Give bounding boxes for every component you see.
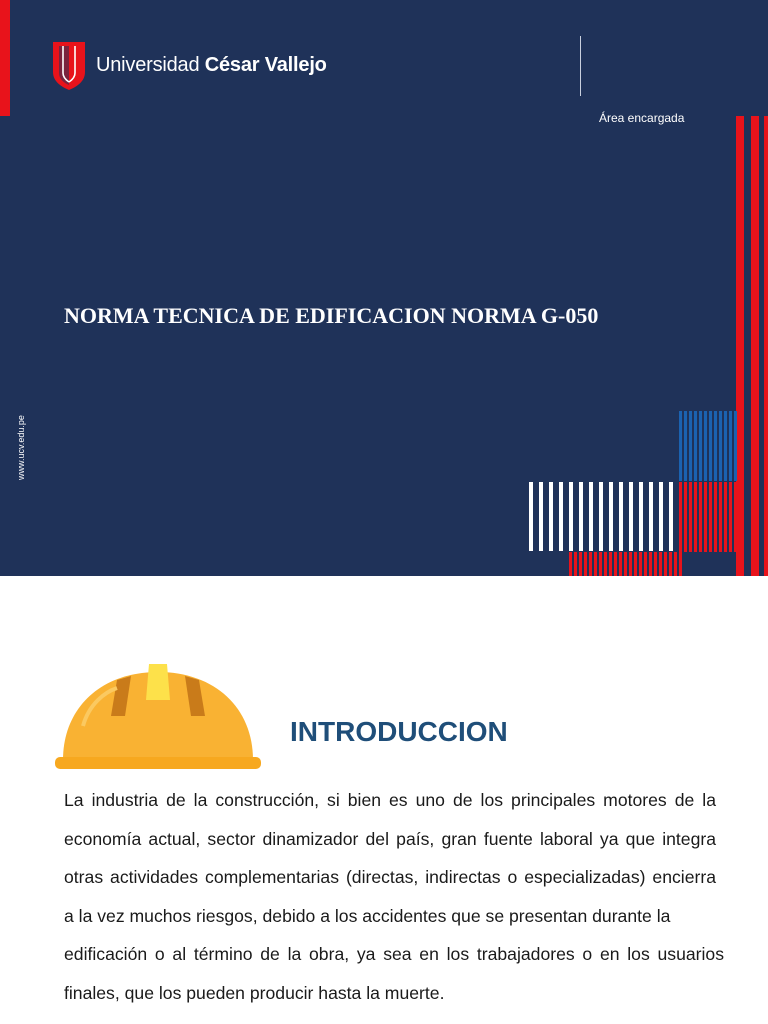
white-stripe <box>599 482 603 551</box>
intro-paragraph-1: La industria de la construcción, si bien es uno de los principales motores de la economía actual, sector dinamizador del país, gran fuente laboral ya que integra otras actividades complementarias (directas, indirectas o especializadas) encierra a la vez muchos riesgos, debido a los accidentes que se presentan durante la <box>64 790 716 926</box>
red-stripe <box>719 482 722 552</box>
red-stripe <box>594 552 597 576</box>
white-stripe <box>619 482 623 551</box>
white-stripe <box>589 482 593 551</box>
red-stripe <box>639 552 642 576</box>
red-stripe <box>669 552 672 576</box>
intro-paragraph-2: edificación o al término de la obra, ya sea en los trabajadores o en los usuarios finales, que los pueden producir hasta la muerte. <box>64 944 724 1003</box>
red-stripe <box>619 552 622 576</box>
red-stripe <box>644 552 647 576</box>
white-stripe <box>579 482 583 551</box>
red-stripe <box>734 482 737 552</box>
red-stripe <box>609 552 612 576</box>
white-stripe <box>569 482 573 551</box>
white-stripe <box>539 482 543 551</box>
red-stripe <box>654 552 657 576</box>
blue-stripe <box>694 411 697 481</box>
red-stripe <box>689 482 692 552</box>
red-stripe <box>584 552 587 576</box>
red-stripe <box>589 552 592 576</box>
red-stripe <box>569 552 572 576</box>
cover-title: NORMA TECNICA DE EDIFICACION NORMA G-050 <box>64 302 599 328</box>
red-stripe <box>684 482 687 552</box>
red-stripe <box>709 482 712 552</box>
white-stripe <box>629 482 633 551</box>
blue-stripe <box>679 411 682 481</box>
red-stripe <box>599 552 602 576</box>
red-stripe <box>694 482 697 552</box>
red-stripe <box>659 552 662 576</box>
blue-stripe <box>689 411 692 481</box>
white-stripe <box>659 482 663 551</box>
blue-stripe <box>734 411 737 481</box>
blue-stripe <box>709 411 712 481</box>
white-stripe <box>549 482 553 551</box>
red-stripe <box>649 552 652 576</box>
blue-stripe <box>699 411 702 481</box>
white-stripe <box>639 482 643 551</box>
white-stripe <box>609 482 613 551</box>
red-stripe <box>634 552 637 576</box>
white-stripe <box>669 482 673 551</box>
red-stripe <box>704 482 707 552</box>
area-label: Área encargada <box>599 111 685 125</box>
red-stripe <box>736 116 744 576</box>
white-stripe <box>559 482 563 551</box>
red-stripe <box>764 116 768 576</box>
blue-stripe <box>714 411 717 481</box>
intro-heading: INTRODUCCION <box>290 716 508 747</box>
hard-hat-icon <box>53 664 263 770</box>
blue-stripe <box>729 411 732 481</box>
blue-stripe <box>684 411 687 481</box>
blue-stripe <box>719 411 722 481</box>
red-stripe <box>674 552 677 576</box>
red-stripe <box>664 552 667 576</box>
red-stripe <box>699 482 702 552</box>
website-text: www.ucv.edu.pe <box>16 415 26 480</box>
white-stripe <box>529 482 533 551</box>
red-stripe <box>729 482 732 552</box>
blue-stripe <box>704 411 707 481</box>
red-stripe <box>679 482 682 552</box>
red-stripe <box>679 552 682 576</box>
red-stripe <box>724 482 727 552</box>
red-stripe <box>624 552 627 576</box>
red-stripe <box>629 552 632 576</box>
blue-stripe <box>724 411 727 481</box>
introduction-slide <box>0 576 768 1024</box>
logo-text-regular: Universidad <box>96 53 205 76</box>
red-stripe <box>714 482 717 552</box>
red-stripe <box>604 552 607 576</box>
logo-text-bold: César Vallejo <box>204 53 327 76</box>
red-stripe <box>574 552 577 576</box>
red-stripe <box>614 552 617 576</box>
white-stripe <box>649 482 653 551</box>
red-stripe <box>751 116 759 576</box>
red-stripe <box>579 552 582 576</box>
intro-body <box>64 781 724 1012</box>
